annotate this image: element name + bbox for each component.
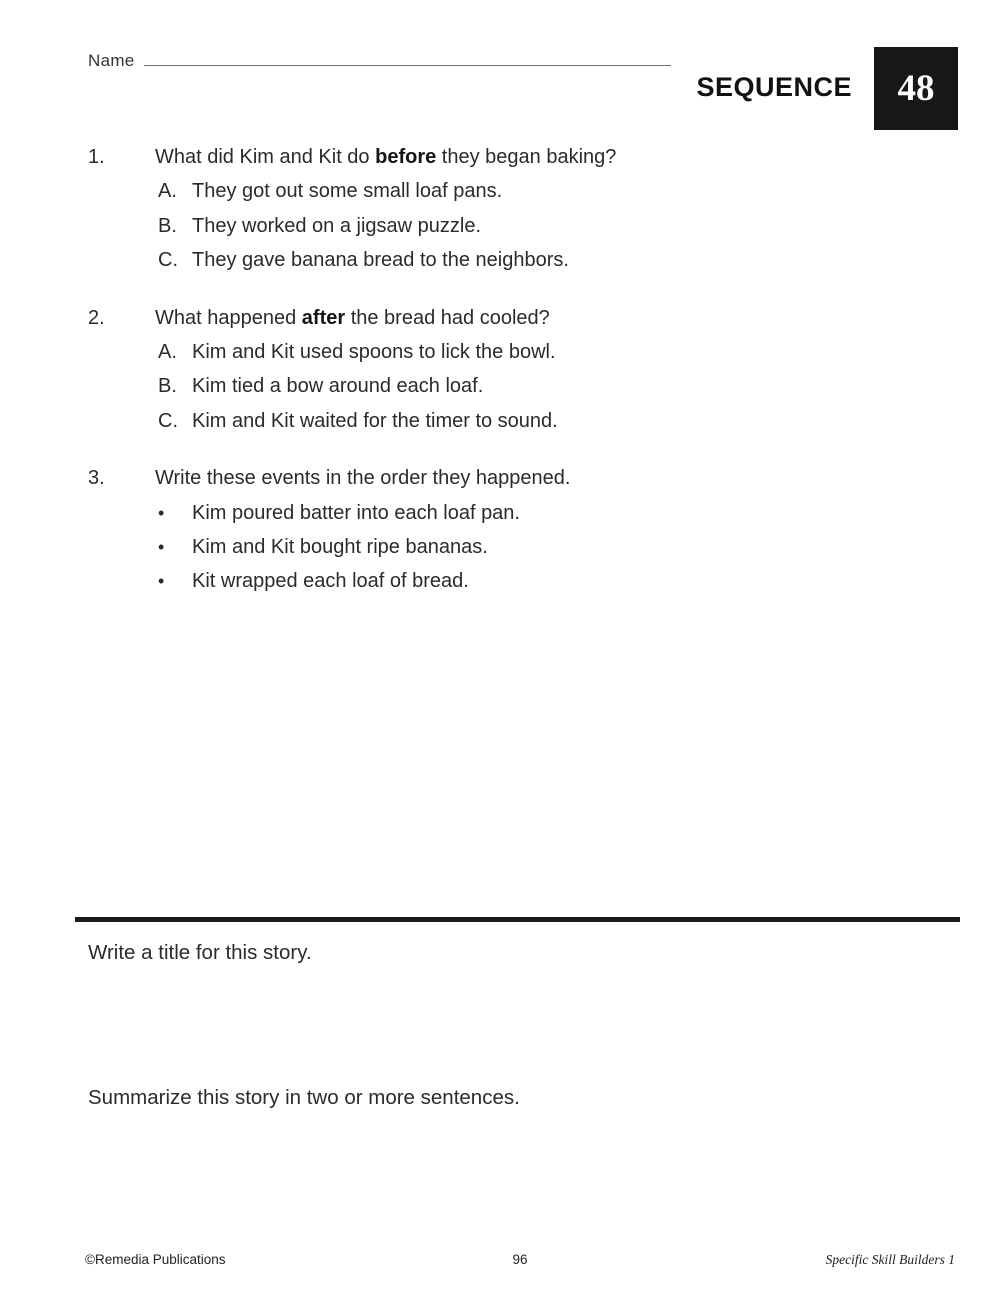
footer-copyright: ©Remedia Publications: [85, 1252, 226, 1267]
bullet-row: [88, 564, 968, 598]
question-2-prompt: [88, 301, 968, 335]
option-text: Kim and Kit used spoons to lick the bowl.: [192, 341, 556, 364]
prompt-pre: Write these events in the order they happened.: [155, 467, 571, 490]
lesson-number-badge: 48: [874, 47, 958, 130]
prompt-bold-word: before: [375, 146, 437, 168]
question-2: [88, 301, 968, 439]
question-number: 1.: [88, 146, 105, 168]
footer-series-title: Specific Skill Builders 1: [825, 1252, 955, 1267]
question-text: [155, 301, 550, 335]
section-divider-rule: [75, 917, 960, 922]
title-writing-prompt: Write a title for this story.: [88, 941, 312, 964]
footer-page-number: 96: [512, 1252, 528, 1267]
name-label: Name: [88, 51, 135, 70]
question-1-prompt: [88, 140, 968, 174]
bullet-icon: •: [158, 502, 165, 523]
option-letter: A.: [158, 341, 177, 364]
bullet-text: Kit wrapped each loaf of bread.: [192, 570, 469, 593]
option-row: [88, 174, 968, 208]
option-text: They got out some small loaf pans.: [192, 180, 503, 203]
page-title: SEQUENCE: [696, 72, 852, 102]
option-row: [88, 209, 968, 243]
question-3: [88, 461, 968, 599]
question-3-prompt: [88, 461, 968, 495]
option-letter: B.: [158, 214, 177, 237]
question-1: [88, 140, 968, 278]
question-number: 3.: [88, 467, 105, 490]
option-letter: A.: [158, 180, 177, 203]
option-text: They gave banana bread to the neighbors.: [192, 249, 569, 272]
option-row: [88, 335, 968, 369]
option-letter: B.: [158, 375, 177, 398]
prompt-post: they began baking?: [436, 146, 617, 168]
summary-writing-prompt: Summarize this story in two or more sentences.: [88, 1086, 520, 1109]
question-number: 2.: [88, 306, 105, 329]
name-blank-line: [144, 46, 671, 66]
bullet-text: Kim and Kit bought ripe bananas.: [192, 536, 488, 559]
option-row: [88, 369, 968, 403]
bullet-text: Kim poured batter into each loaf pan.: [192, 501, 520, 524]
option-row: [88, 404, 968, 438]
bullet-icon: •: [158, 537, 165, 558]
question-text: [155, 461, 570, 495]
option-row: [88, 243, 968, 277]
name-row: [88, 46, 671, 71]
bullet-row: [88, 530, 968, 564]
questions-section: [88, 140, 968, 622]
prompt-bold-word: after: [301, 306, 346, 329]
option-text: Kim and Kit waited for the timer to sound.: [192, 409, 558, 432]
bullet-row: [88, 496, 968, 530]
bullet-icon: •: [158, 571, 165, 592]
option-letter: C.: [158, 409, 178, 432]
option-text: They worked on a jigsaw puzzle.: [192, 214, 482, 237]
prompt-post: the bread had cooled?: [345, 306, 550, 329]
option-letter: C.: [158, 249, 178, 272]
question-text: [155, 140, 616, 174]
option-text: Kim tied a bow around each loaf.: [192, 375, 484, 398]
prompt-pre: What happened: [155, 306, 302, 329]
prompt-pre: What did Kim and Kit do: [155, 146, 376, 168]
